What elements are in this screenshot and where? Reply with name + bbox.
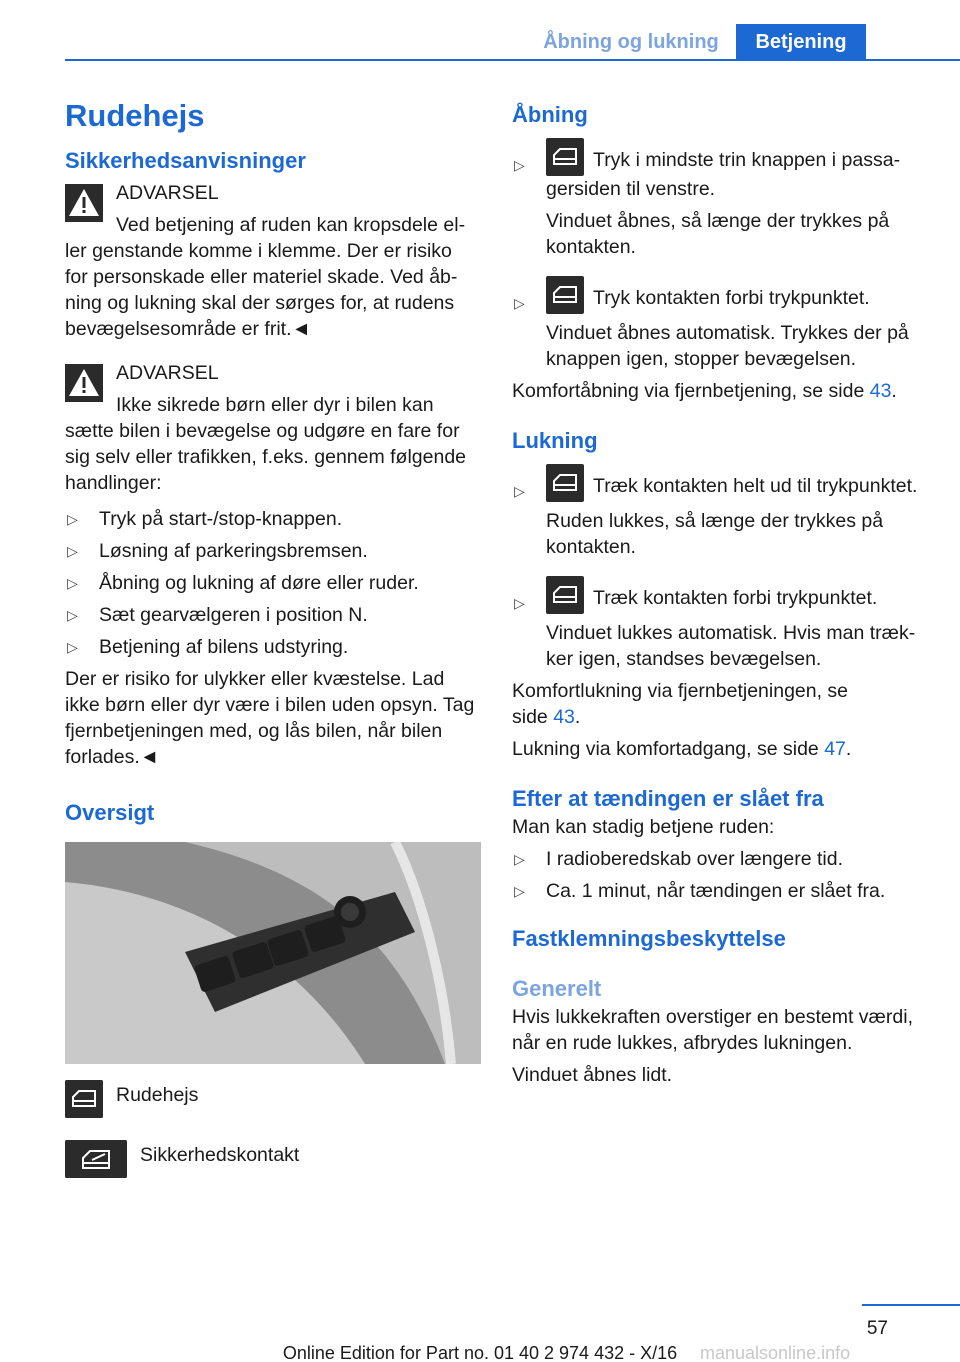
ignition-list [512,846,932,904]
header-chapter-tab: Betjening [736,24,866,61]
triangle-bullet-icon: ▷ [514,851,525,867]
triangle-bullet-icon: ▷ [514,295,525,311]
legend-window-lift [65,1080,477,1140]
pinch-protection-heading: Fastklemningsbeskyttelse [512,926,786,951]
header-rule [65,59,960,61]
watermark: manualsonline.info [700,1343,851,1362]
warning-label: ADVARSEL [116,362,219,384]
closing-step-1: ▷ Træk kontakten helt ud til trykpunktet. Ruden lukkes, så længe der trykkes på kontakten. [512,464,932,560]
legend-safety-switch [65,1140,477,1200]
right-column [512,96,932,1088]
warning-triangle-icon [65,364,103,402]
triangle-bullet-icon: ▷ [67,511,78,527]
comfort-close-text: Komfortlukning via fjernbetjeningen, se side 43. [512,680,849,728]
warning-block-2 [65,360,477,496]
list-item: ▷ Betjening af bilens udstyring. [67,636,349,658]
general-text-2: Vinduet åbnes lidt. [512,1064,673,1086]
window-lift-icon [546,576,584,614]
warning-label: ADVARSEL [116,182,219,204]
page-title: Rudehejs [65,98,205,133]
triangle-bullet-icon: ▷ [514,883,525,899]
closing-heading: Lukning [512,428,598,453]
closing-step-2: ▷ Træk kontakten forbi trykpunktet. Vinduet lukkes automatisk. Hvis man trækker igen, standses bevægelsen. [512,576,932,672]
list-item: ▷ Løsning af parkeringsbremsen. [67,540,368,562]
overview-heading: Oversigt [65,800,155,825]
warning-text-first-line: Ikke sikrede børn eller dyr i bilen kan [116,394,434,416]
list-item: ▷ I radioberedskab over længere tid. [514,848,844,870]
general-heading: Generelt [512,976,602,1001]
triangle-bullet-icon: ▷ [67,639,78,655]
window-switch-panel-illustration [65,842,481,1064]
warning-text-first-line: Ved betjening af ruden kan kropsdele el- [116,214,466,236]
triangle-bullet-icon: ▷ [514,157,525,173]
legend-label: Sikkerhedskontakt [140,1144,300,1166]
page-link[interactable]: 43 [553,706,575,728]
list-item: ▷ Åbning og lukning af døre eller ruder. [67,572,419,594]
edition-footer: Online Edition for Part no. 01 40 2 974 432 - X/16 [282,1343,678,1362]
legend-label: Rudehejs [116,1084,199,1106]
list-item: ▷ Tryk på start-/stop-knappen. [67,508,343,530]
warning-block-1 [65,180,477,342]
triangle-bullet-icon: ▷ [514,483,525,499]
door-panel-photo [65,842,481,1064]
left-column [65,96,477,1200]
window-lift-icon [65,1080,103,1118]
header-section-tab: Åbning og lukning [543,31,719,53]
safety-heading: Sikkerhedsanvisninger [65,148,306,173]
safety-switch-icon [65,1140,127,1178]
page-link[interactable]: 43 [869,380,892,402]
risk-text: Der er risiko for ulykker eller kvæstelse. Lad ikke børn eller dyr være i bilen uden opsyn. Tag fjernbetjeningen med, og lås bilen, når bilen forlades.◄ [65,668,475,768]
opening-step-2: ▷ Tryk kontakten forbi trykpunktet. Vinduet åbnes automatisk. Trykkes der på knappen igen, stopper bevægelsen. [512,276,932,372]
window-lift-icon [546,464,584,502]
footer-rule [862,1304,960,1306]
list-item: ▷ Sæt gearvælgeren i position N. [67,604,368,626]
ignition-heading: Efter at tændingen er slået fra [512,786,824,811]
triangle-bullet-icon: ▷ [67,575,78,591]
ignition-text: Man kan stadig betjene ruden: [512,816,775,838]
triangle-bullet-icon: ▷ [67,607,78,623]
window-lift-icon [546,276,584,314]
action-list [65,506,477,660]
page-number: 57 [866,1318,888,1339]
comfort-open-text: Komfortåbning via fjernbetjening, se side 43. [512,380,897,402]
triangle-bullet-icon: ▷ [67,543,78,559]
triangle-bullet-icon: ▷ [514,595,525,611]
page-link[interactable]: 47 [824,738,846,760]
opening-step-1: ▷ Tryk i mindste trin knappen i passagersiden til venstre. Vinduet åbnes, så længe der trykkes på kontakten. [512,138,932,260]
window-lift-icon [546,138,584,176]
opening-heading: Åbning [512,102,588,127]
list-item: ▷ Ca. 1 minut, når tændingen er slået fra. [514,880,886,902]
warning-triangle-icon [65,184,103,222]
comfort-access-text: Lukning via komfortadgang, se side 47. [512,738,852,760]
warning-text: sætte bilen i bevægelse og udgøre en fare for sig selv eller trafikken, f.eks. gennem følgende handlinger: [65,420,467,494]
general-text: Hvis lukkekraften overstiger en bestemt værdi, når en rude lukkes, afbrydes lukningen. [512,1006,913,1054]
warning-text: ler genstande komme i klemme. Der er risiko for personskade eller materiel skade. Ved åbning og lukning skal der sørges for, at rudens bevægelsesområde er frit.◄ [65,240,458,340]
